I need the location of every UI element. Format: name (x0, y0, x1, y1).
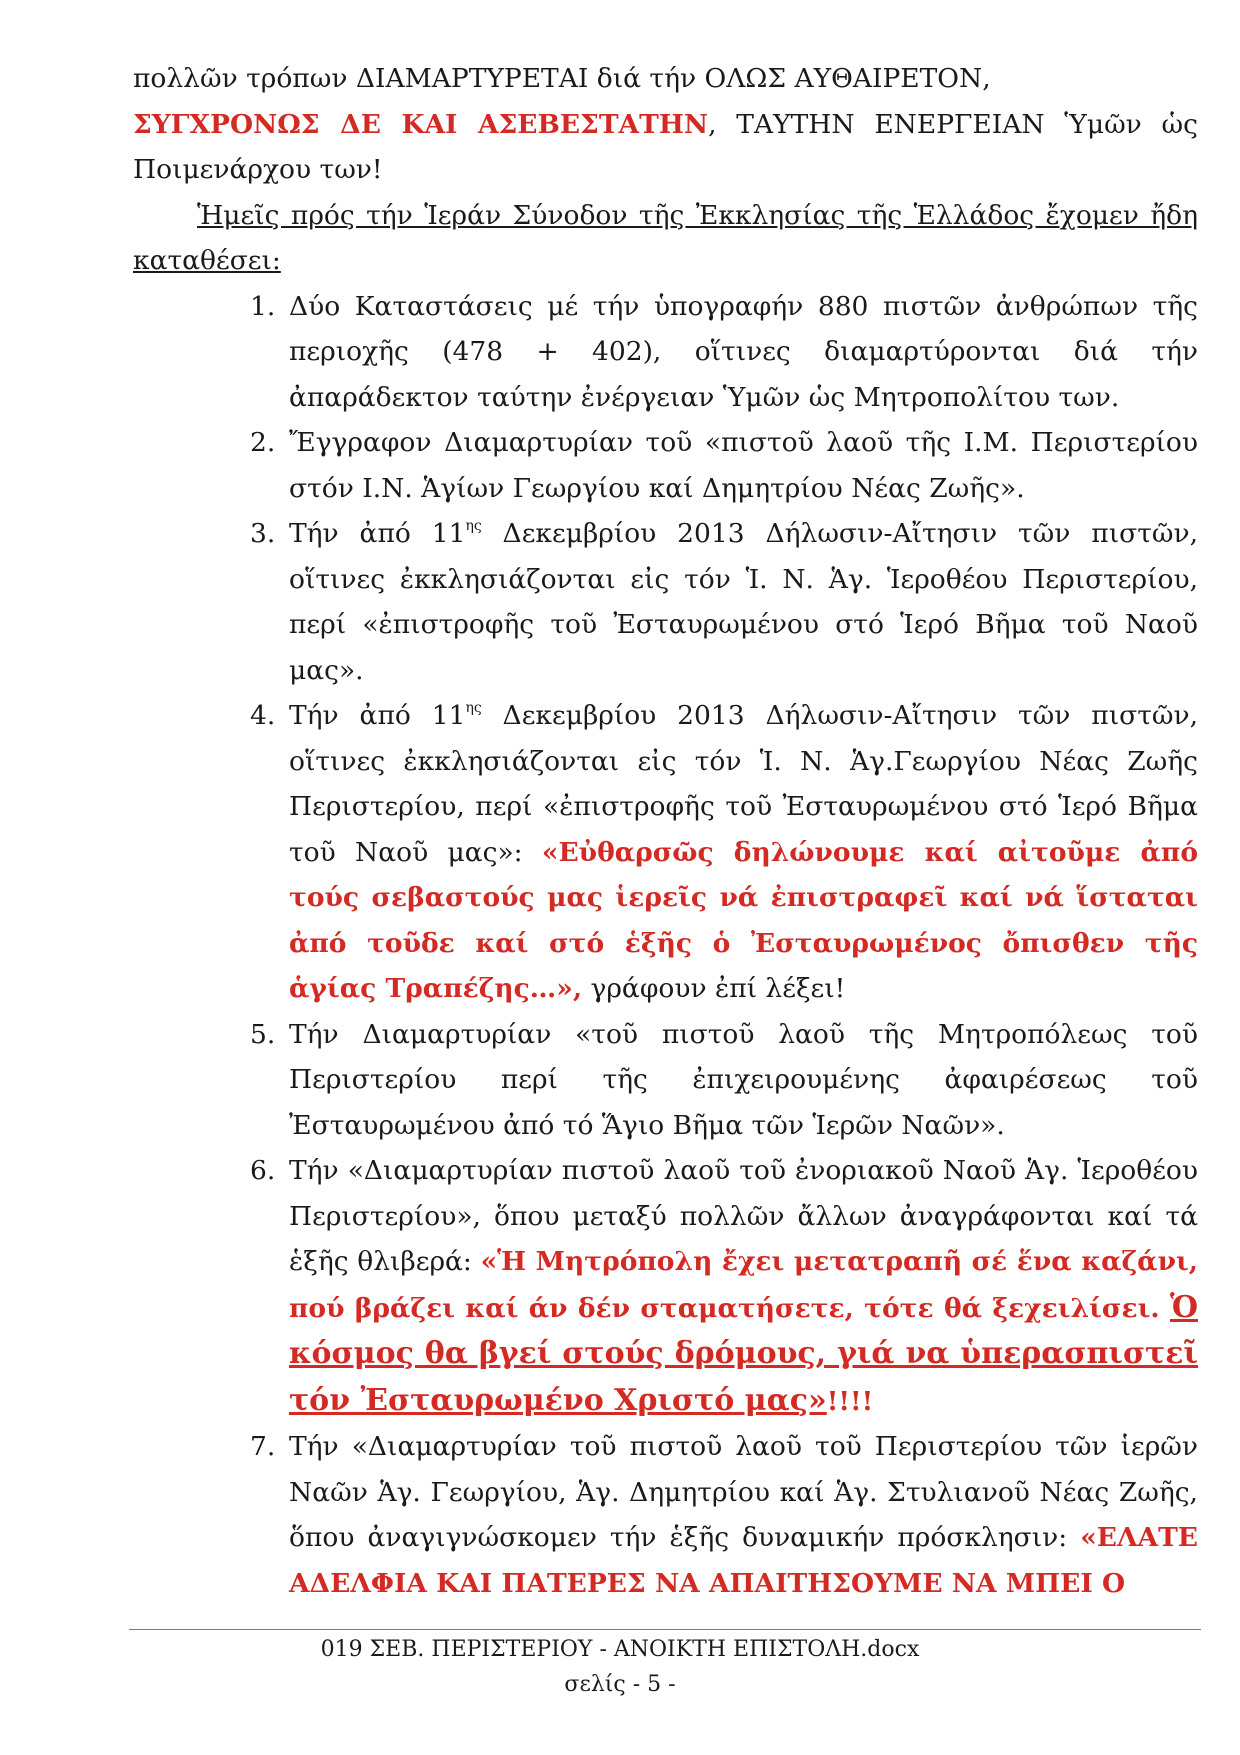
footer-divider (129, 1629, 1201, 1630)
footer-page-number: σελίς - 5 - (564, 1672, 676, 1697)
item-number: 2. (250, 427, 276, 458)
item-text: Τήν Διαμαρτυρίαν «τοῦ πιστοῦ λαοῦ τῆς Μητροπόλεως τοῦ Περιστερίου περί τῆς ἐπιχειρουμένης ἀφαιρέσεως τοῦ Ἐσταυρωμένου ἀπό τό Ἅγιο Βῆμα τῶν Ἱερῶν Ναῶν». (289, 1018, 1198, 1141)
quoted-red-text: «Ἡ Μητρόπολη ἔχει μετατραπῆ σέ ἕνα καζάνι, πού βράζει καί άν δέν σταματήσετε, τότε θά ξεχειλίσει. (289, 1246, 1199, 1324)
list-item-3 (133, 511, 1198, 693)
item-text: Τήν ἀπό 11 (289, 518, 466, 549)
list-item-4 (133, 693, 1198, 1012)
item-text: Τήν ἀπό 11 (289, 700, 466, 731)
list-item-7 (133, 1424, 1198, 1606)
filed-documents-list (133, 284, 1198, 1607)
intro-red-text: ΣΥΓΧΡΟΝΩΣ ΔΕ ΚΑΙ ΑΣΕΒΕΣΤΑΤΗΝ (133, 108, 709, 140)
item-number: 3. (250, 518, 276, 549)
quoted-red-text: «ΕΛΑΤΕ ΑΔΕΛΦΙΑ ΚΑΙ ΠΑΤΕΡΕΣ ΝΑ ΑΠΑΙΤΗΣΟΥΜΕ ΝΑ ΜΠΕΙ Ο (289, 1522, 1198, 1599)
item-text: Τήν «Διαμαρτυρίαν τοῦ πιστοῦ λαοῦ τοῦ Περιστερίου τῶν ἱερῶν Ναῶν Ἁγ. Γεωργίου, Ἁγ. Δημητρίου καί Ἁγ. Στυλιανοῦ Νέας Ζωῆς, ὅπου ἀναγιγνώσκομεν τήν ἑξῆς δυναμικήν πρόσκλησιν: (289, 1431, 1198, 1553)
exclamation-marks: !!!! (826, 1385, 874, 1417)
item-text-rest: Δεκεμβρίου 2013 Δήλωσιν-Αἴτησιν τῶν πιστῶν, οἵτινες ἐκκλησιάζονται εἰς τόν Ἱ. Ν. Ἁγ.Γεωργίου Νέας Ζωῆς Περιστερίου, περί «ἐπιστροφῆς τοῦ Ἐσταυρωμένου στό Ἱερό Βῆμα τοῦ Ναοῦ μας»: (289, 700, 1198, 868)
quoted-red-text: «Εὐθαρσῶς δηλώνουμε καί αἰτοῦμε ἀπό τούς σεβαστούς μας ἱερεῖς νά ἐπιστραφεῖ καί νά ἵσταται ἀπό τοῦδε καί στό ἑξῆς ὁ Ἐσταυρωμένος ὄπισθεν τῆς ἁγίας Τραπέζης…», (289, 836, 1198, 1004)
list-item-2 (133, 420, 1198, 511)
list-item-6 (133, 1148, 1198, 1424)
filed-documents-heading: Ἡμεῖς πρός τήν Ἱεράν Σύνοδον τῆς Ἐκκλησίας τῆς Ἑλλάδος ἔχομεν ἤδη καταθέσει: (133, 199, 1198, 276)
intro-paragraph (133, 56, 1198, 193)
footer-filename: 019 ΣΕΒ. ΠΕΡΙΣΤΕΡΙΟΥ - ΑΝΟΙΚΤΗ ΕΠΙΣΤΟΛΗ.docx (320, 1637, 920, 1662)
item-text: Δύο Καταστάσεις μέ τήν ὑπογραφήν 880 πιστῶν ἀνθρώπων τῆς περιοχῆς (478 + 402), οἵτινες διαμαρτύρονται διά τήν ἀπαράδεκτον ταύτην ἐνέργειαν Ὑμῶν ὡς Μητροπολίτου των. (289, 290, 1198, 413)
item-number: 7. (250, 1431, 276, 1462)
item-number: 6. (250, 1155, 276, 1186)
intro-text-rest: , ΤΑΥΤΗΝ ΕΝΕΡΓΕΙΑΝ Ὑμῶν ὡς Ποιμενάρχου των! (133, 108, 1199, 185)
item-text-rest: Δεκεμβρίου 2013 Δήλωσιν-Αἴτησιν τῶν πιστῶν, οἵτινες ἐκκλησιάζονται εἰς τόν Ἱ. Ν. Ἁγ. Ἱεροθέου Περιστερίου, περί «ἐπιστροφῆς τοῦ Ἐσταυρωμένου στό Ἱερό Βῆμα τοῦ Ναοῦ μας». (289, 518, 1198, 686)
item-text: Ἔγγραφον Διαμαρτυρίαν τοῦ «πιστοῦ λαοῦ τῆς Ι.Μ. Περιστερίου στόν Ι.Ν. Ἁγίων Γεωργίου καί Δημητρίου Νέας Ζωῆς». (289, 427, 1198, 504)
item-number: 4. (250, 700, 276, 731)
ordinal-suffix: ης (465, 700, 482, 717)
list-item-5 (133, 1012, 1198, 1149)
list-item-1 (133, 284, 1198, 421)
item-number: 1. (250, 290, 276, 322)
ordinal-suffix: ης (465, 518, 482, 535)
item-text: Τήν «Διαμαρτυρίαν πιστοῦ λαοῦ τοῦ ἐνοριακοῦ Ναοῦ Ἁγ. Ἱεροθέου Περιστερίου», ὅπου μεταξύ πολλῶν ἄλλων ἀναγράφονται καί τά ἑξῆς θλιβερά: (289, 1155, 1198, 1277)
intro-text: πολλῶν τρόπων ΔΙΑΜΑΡΤΥΡΕΤΑΙ διά τήν ΟΛΩΣ ΑΥΘΑΙΡΕΤΟΝ, (133, 63, 991, 94)
item-number: 5. (250, 1018, 276, 1050)
item-text-tail: γράφουν ἐπί λέξει! (582, 973, 846, 1004)
quoted-red-underlined-text: Ὁ κόσμος θα βγεί στούς δρόμους, γιά να ὑπερασπιστεῖ τόν Ἐσταυρωμένο Χριστό μας» (289, 1289, 1198, 1418)
document-body (133, 56, 1198, 1606)
